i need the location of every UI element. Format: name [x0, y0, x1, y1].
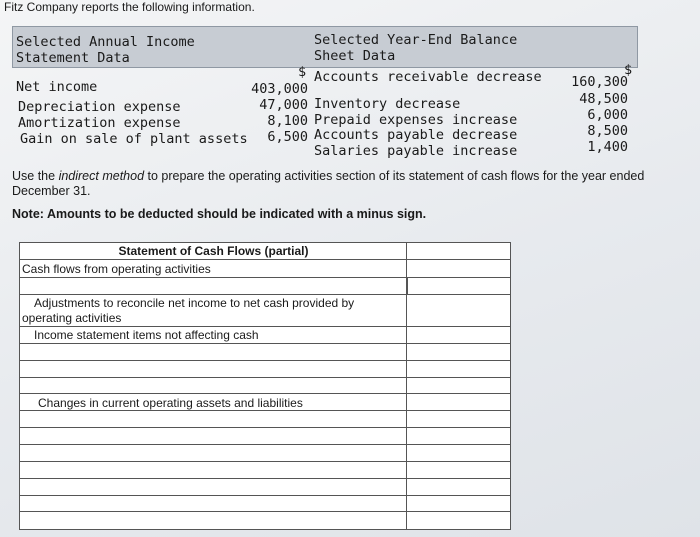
instructions: [12, 169, 698, 199]
input-row-4[interactable]: [20, 411, 510, 428]
balance-value-ar: 160,300: [571, 74, 628, 90]
income-value-net-income: 403,000: [251, 81, 308, 97]
balance-value-salaries: 1,400: [587, 139, 628, 155]
adjustments-heading-line1: Adjustments to reconcile net income to net cash provided by: [34, 296, 355, 310]
income-items-heading-row: [20, 327, 510, 344]
balance-label-salaries: Salaries payable increase: [314, 143, 518, 159]
input-row-1[interactable]: [20, 344, 510, 361]
balance-value-prepaid: 6,000: [587, 107, 628, 123]
input-row-2[interactable]: [20, 361, 510, 378]
income-value-amortization: 8,100: [267, 113, 308, 129]
income-header-line2: Statement Data: [16, 50, 130, 66]
input-label-cell[interactable]: [20, 428, 407, 444]
input-label-cell[interactable]: [20, 344, 407, 360]
changes-heading-row: [20, 394, 510, 411]
cfo-heading: Cash flows from operating activities: [22, 262, 211, 276]
input-row-9[interactable]: [20, 496, 510, 512]
input-label-cell[interactable]: [20, 496, 407, 511]
adjustments-heading-row: [20, 295, 510, 327]
input-label-cell[interactable]: [20, 378, 407, 393]
changes-heading: Changes in current operating assets and liabilities: [38, 396, 303, 410]
input-label-cell[interactable]: [20, 479, 407, 495]
balance-label-ap: Accounts payable decrease: [314, 127, 518, 143]
balance-label-ar: Accounts receivable decrease: [314, 69, 542, 85]
input-row-5[interactable]: [20, 428, 510, 445]
input-row-10[interactable]: [20, 512, 510, 529]
instructions-before: Use the: [12, 169, 59, 183]
given-data-table: [12, 26, 638, 162]
income-dollar-sign: $: [298, 64, 307, 80]
income-items-heading: Income statement items not affecting cash: [34, 328, 259, 342]
balance-dollar-sign: $: [624, 62, 633, 78]
balance-label-prepaid: Prepaid expenses increase: [314, 112, 518, 128]
input-label-cell[interactable]: [20, 512, 407, 529]
balance-value-inventory: 48,500: [579, 91, 628, 107]
input-label-cell[interactable]: [20, 462, 407, 478]
instructions-note: Note: Amounts to be deducted should be indicated with a minus sign.: [12, 207, 427, 221]
income-label-amortization: Amortization expense: [18, 115, 181, 131]
net-income-label-cell[interactable]: [20, 278, 407, 294]
balance-label-inventory: Inventory decrease: [314, 96, 461, 112]
input-row-3[interactable]: [20, 378, 510, 394]
balance-header-line2: Sheet Data: [314, 48, 396, 64]
instructions-after: to prepare the operating activities section of its statement of cash flows for the year ended December 31.: [12, 169, 645, 198]
income-label-net-income: Net income: [16, 79, 98, 95]
input-label-cell[interactable]: [20, 361, 407, 377]
input-row-6[interactable]: [20, 445, 510, 462]
statement-title: Statement of Cash Flows (partial): [118, 244, 309, 258]
instructions-emphasis: indirect method: [58, 169, 145, 183]
input-row-8[interactable]: [20, 479, 510, 496]
input-row-7[interactable]: [20, 462, 510, 479]
income-label-gain: Gain on sale of plant assets: [20, 131, 248, 147]
statement-title-row: [20, 243, 510, 260]
net-income-row[interactable]: [20, 278, 510, 295]
cfo-heading-row: [20, 260, 510, 278]
intro-text: Fitz Company reports the following information.: [4, 0, 255, 14]
income-value-depreciation: 47,000: [259, 97, 308, 113]
balance-value-ap: 8,500: [587, 123, 628, 139]
input-label-cell[interactable]: [20, 411, 407, 427]
income-header-line1: Selected Annual Income: [16, 34, 195, 50]
balance-header-line1: Selected Year-End Balance: [314, 32, 518, 48]
cash-flow-statement-table: [19, 242, 511, 530]
income-value-gain: 6,500: [267, 129, 308, 145]
input-label-cell[interactable]: [20, 445, 407, 461]
adjustments-heading-line2: operating activities: [22, 311, 122, 325]
income-label-depreciation: Depreciation expense: [18, 99, 181, 115]
